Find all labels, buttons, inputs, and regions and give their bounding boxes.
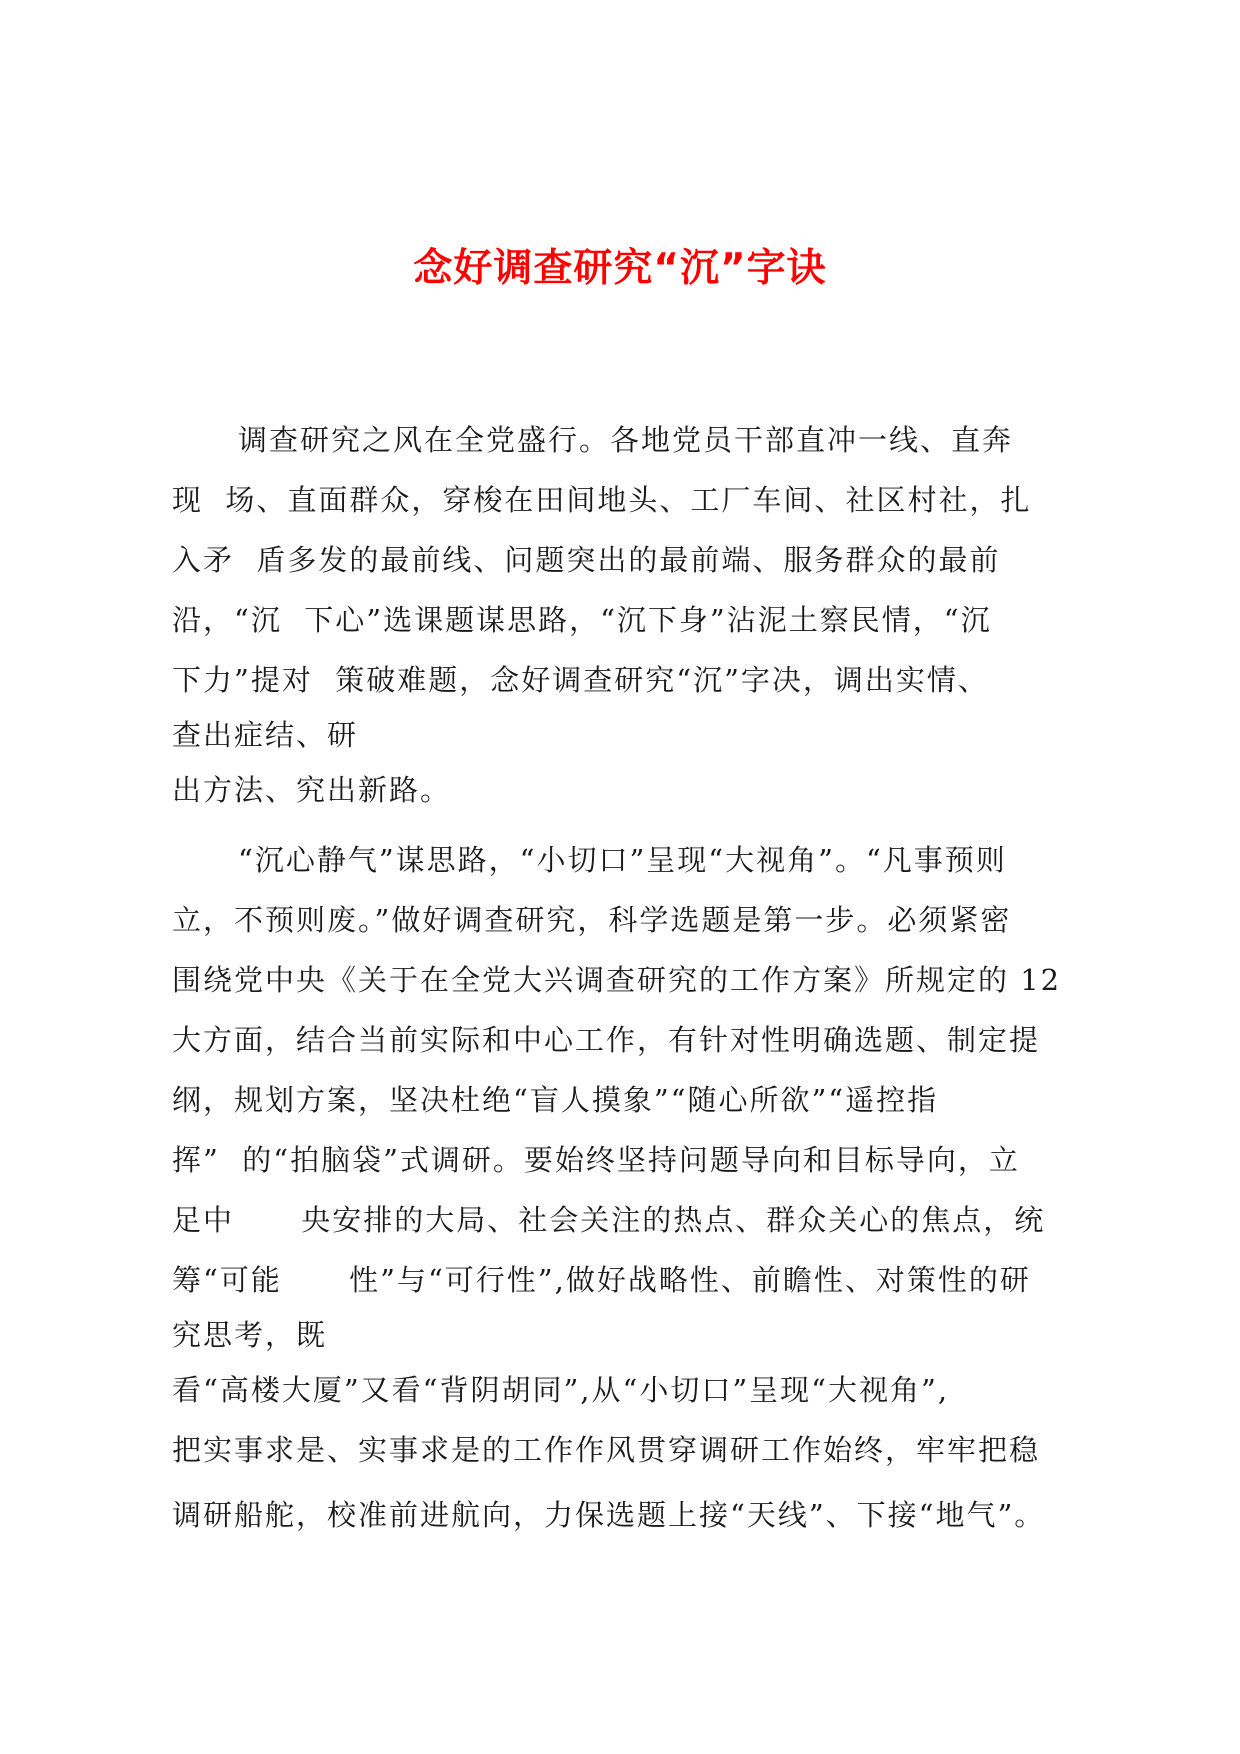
text-line: 筹“可能 性”与“可行性”,做好战略性、前瞻性、对策性的研 — [172, 1263, 1031, 1297]
text-line: 究思考，既 — [172, 1318, 328, 1352]
document-title: 念好调查研究“沉”字诀 — [413, 246, 827, 291]
text-line: 纲，规划方案，坚决杜绝“盲人摸象”“随心所欲”“遥控指 — [172, 1083, 939, 1117]
text-line: 足中 央安排的大局、社会关注的热点、群众关心的焦点，统 — [172, 1203, 1046, 1237]
text-line: 出方法、究出新路。 — [172, 773, 452, 807]
text-line: 现 场、直面群众，穿梭在田间地头、工厂车间、社区村社，扎 — [172, 483, 1032, 517]
text-line: “沉心静气”谋思路，“小切口”呈现“大视角”。“凡事预则 — [238, 843, 1007, 877]
text-line: 把实事求是、实事求是的工作作风贯穿调研工作始终，牢牢把稳 — [172, 1433, 1041, 1467]
text-line: 挥” 的“拍脑袋”式调研。要始终坚持问题导向和目标导向，立 — [172, 1143, 1020, 1177]
text-line: 查出症结、研 — [172, 718, 359, 752]
text-line: 调查研究之风在全党盛行。各地党员干部直冲一线、直奔 — [238, 423, 1014, 457]
text-line: 调研船舵，校准前进航向，力保选题上接“天线”、下接“地气”。 — [172, 1498, 1046, 1532]
text-line: 下力”提对 策破难题，念好调查研究“沉”字决，调出实情、 — [172, 663, 989, 697]
text-line: 入矛 盾多发的最前线、问题突出的最前端、服务群众的最前 — [172, 543, 1001, 577]
text-line: 围绕党中央《关于在全党大兴调查研究的工作方案》所规定的 12 — [172, 963, 1062, 997]
text-line: 立，不预则废。”做好调查研究，科学选题是第一步。必须紧密 — [172, 903, 1012, 937]
text-line: 看“高楼大厦”又看“背阴胡同”,从“小切口”呈现“大视角”, — [172, 1373, 950, 1407]
text-line: 大方面，结合当前实际和中心工作，有针对性明确选题、制定提 — [172, 1023, 1041, 1057]
text-line: 沿，“沉 下心”选课题谋思路，“沉下身”沾泥土察民情，“沉 — [172, 603, 992, 637]
